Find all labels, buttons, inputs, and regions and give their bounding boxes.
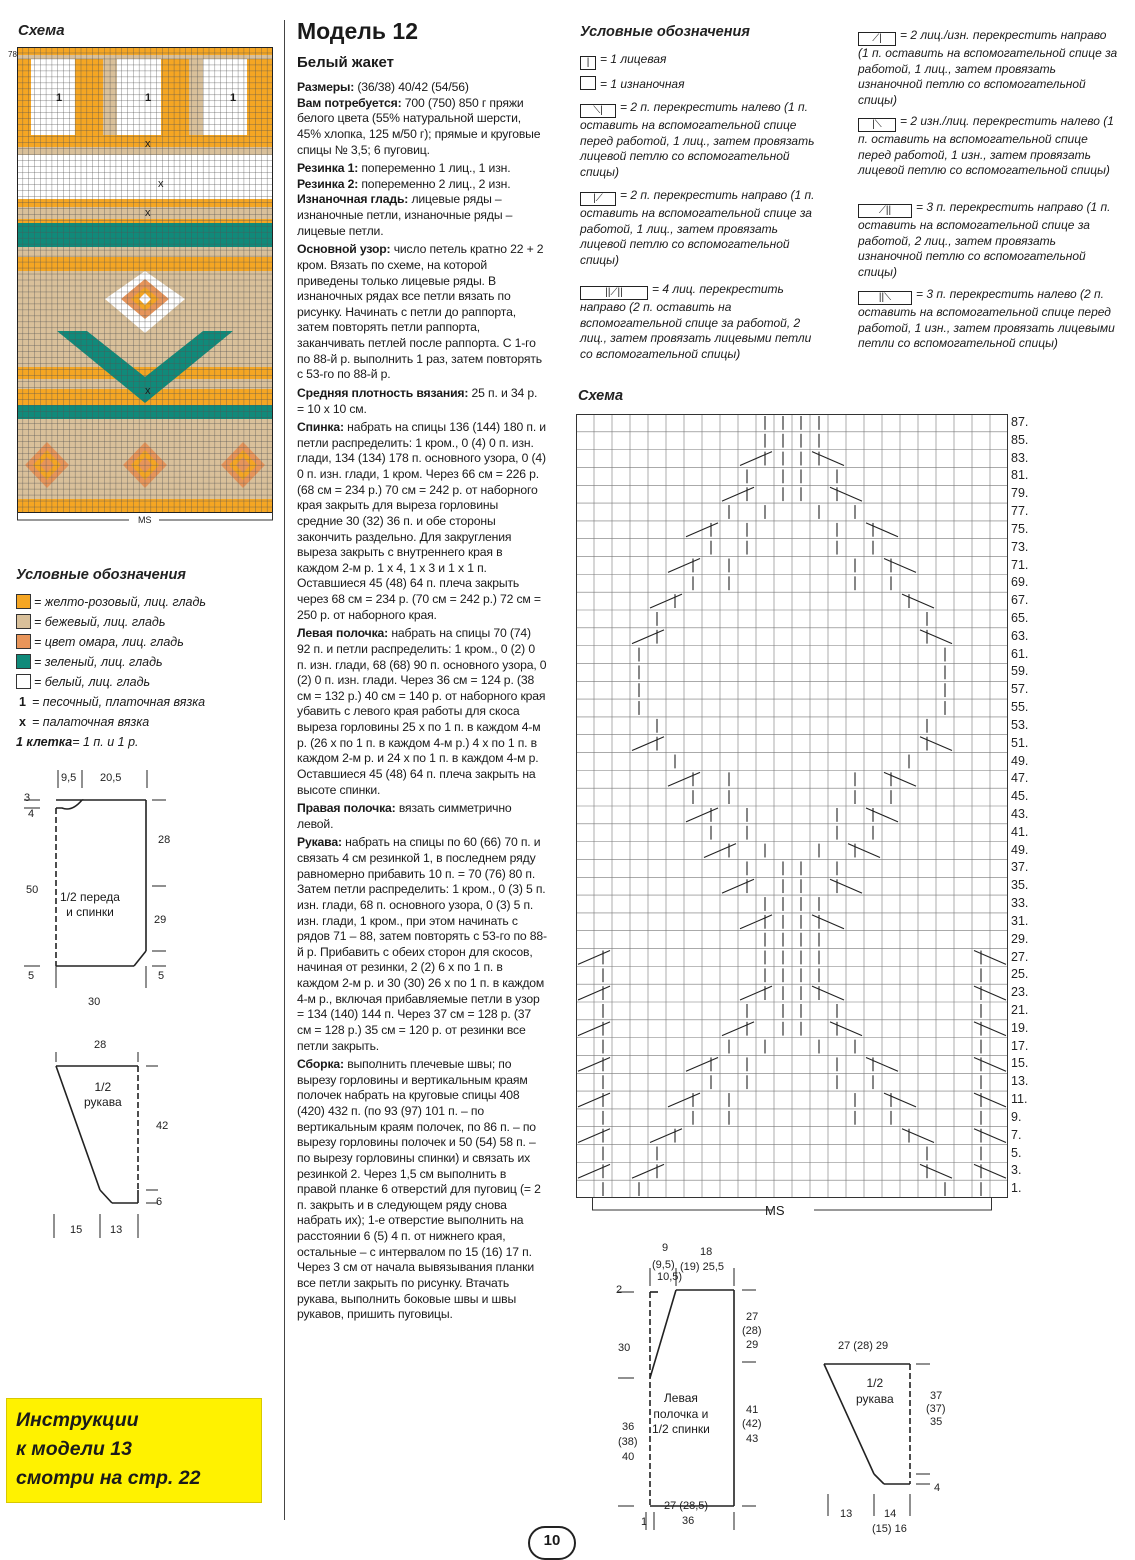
dim-label: 30 bbox=[88, 996, 101, 1008]
legend2-item bbox=[858, 114, 1118, 179]
color-swatch bbox=[16, 594, 31, 609]
legend-item bbox=[16, 652, 163, 671]
cable-row-number: 13. bbox=[1011, 1074, 1029, 1089]
dim-label: 41 bbox=[746, 1404, 759, 1416]
dim-label: 42 bbox=[156, 1120, 169, 1132]
para-label: Левая полочка: bbox=[297, 626, 389, 641]
chart-mark-x: x bbox=[145, 138, 151, 150]
cable-row-number: 51. bbox=[1011, 735, 1029, 750]
para-sizes bbox=[297, 80, 547, 158]
cable-row-number: 75. bbox=[1011, 521, 1029, 536]
legend-item-label: = белый, лиц. гладь bbox=[34, 674, 151, 689]
dim-label: 30 bbox=[618, 1342, 631, 1354]
legend-item-label: = бежевый, лиц. гладь bbox=[34, 614, 166, 629]
cable-row-number: 69. bbox=[1011, 575, 1029, 590]
dim-label: (28) bbox=[742, 1325, 762, 1337]
dim-label: (42) bbox=[742, 1418, 762, 1430]
chart-block bbox=[203, 59, 247, 135]
dim-label: 40 bbox=[622, 1451, 635, 1463]
dim-label: (37) bbox=[926, 1403, 946, 1415]
cable-row-number: 61. bbox=[1011, 646, 1029, 661]
para-label: Сборка: bbox=[297, 1057, 344, 1072]
dim-label: 9,5 bbox=[61, 772, 77, 784]
cable-row-number: 71. bbox=[1011, 557, 1029, 572]
dim-label: 14 bbox=[884, 1508, 897, 1520]
article-title: Модель 12 bbox=[297, 18, 419, 44]
legend-item bbox=[16, 692, 205, 711]
legend2-item bbox=[858, 28, 1118, 108]
dim-label: (9,5) bbox=[652, 1259, 675, 1271]
legend-item bbox=[16, 732, 139, 751]
cross-left-symbol-icon: ⟍| bbox=[580, 104, 616, 118]
para-assembly bbox=[297, 1057, 547, 1323]
legend2-label: = 1 изнаночная bbox=[600, 77, 685, 91]
para-label: Средняя плотность вязания: bbox=[297, 385, 469, 400]
chart-block bbox=[247, 59, 273, 135]
chart-mark-one: 1 bbox=[56, 92, 63, 104]
legend2-label: = 4 лиц. перекрестить направо (2 п. оставить на вспомогательной спице за работой, 2 лиц., затем провязать лицевыми петли со вспомогательной спицы) bbox=[580, 282, 812, 361]
cross-right-symbol-icon: |⟋ bbox=[580, 192, 616, 206]
para-reverse bbox=[297, 192, 547, 239]
cable-row-number: 35. bbox=[1011, 878, 1029, 893]
sleeve2-schematic-label: 1/2 рукава bbox=[856, 1376, 894, 1406]
dim-label: 2 bbox=[616, 1284, 623, 1296]
cross3-left-symbol-icon: ||⟍ bbox=[858, 291, 912, 305]
cable-row-number: 25. bbox=[1011, 967, 1029, 982]
para-text: вязать симметрично левой. bbox=[297, 801, 512, 831]
para-text: (36/38) 40/42 (54/56) bbox=[354, 80, 469, 94]
cable-row-number: 21. bbox=[1011, 1003, 1029, 1017]
legend-item-label: = желто-розовый, лиц. гладь bbox=[34, 594, 206, 609]
para-left bbox=[297, 626, 547, 798]
para-label: Основной узор: bbox=[297, 242, 391, 257]
legend-item bbox=[16, 592, 206, 611]
cable-row-number: 29. bbox=[1011, 931, 1029, 946]
legend2-label: = 2 лиц./изн. перекрестить направо (1 п. оставить на вспомогательной спице за работой, 1 лиц., затем провязать изнаночной петлю со вспомогательной спицы) bbox=[858, 28, 1118, 107]
legend-item-label: = зеленый, лиц. гладь bbox=[34, 654, 163, 669]
para-label: Правая полочка: bbox=[297, 801, 396, 816]
para-text: набрать на спицы 70 (74) 92 п. и петли распределить: 1 кром., 0 (2) 0 п. изн. глади, 68 (68) 90 п. основного узора, 0 (2) 0 п. изн. глади. Через 36 см = 124 р. (38 см = 132 р.) 40 см = 140 р. от наборного края убавить с левого края работы для скоса выреза горловины 25 х по 1 п. в каждом 4-м р. (26 х по 1 п. в каждом 4-м р.) 4 х по 1 п. в каждом 2-м р. и 24 х по 1 п. в каждом 4-м р. Оставшиеся 45 (48) 64 п. плеча закрыть на высоте спинки. bbox=[297, 626, 547, 797]
legend2-label: = 3 п. перекрестить налево (2 п. оставить на вспомогательной спице перед работой, 1 изн., затем провязать лицевыми петли со вспомогательной спицы) bbox=[858, 287, 1115, 350]
color-swatch bbox=[16, 634, 31, 649]
dim-label: 43 bbox=[746, 1433, 759, 1445]
dim-label: 36 bbox=[622, 1421, 635, 1433]
dim-label: (19) 25,5 bbox=[680, 1261, 725, 1273]
dim-label: 18 bbox=[700, 1246, 713, 1258]
para-text: выполнить плечевые швы; по вырезу горловины и вертикальным краям полочек набрать на круговые спицы 408 (420) 432 п. (по 93 (97) 101 п. – по вертикальным краям полочек, по 86 п. – по вырезу горловины полочек и 50 (54) 58 п. – по вырезу горловины спинки) и связать их резинкой 2. Через 1,5 см выполнить в правой планке 6 отверстий для пуговиц (= 2 п. закрыть и в следующем ряду снова набрать их); 1-е отверстие выполнить на расстоянии 6 (5) 4 п. от нижнего края, остальные – с интервалом по 15 (16) 17 п. Через 3 см от начала вывязывания планки все петли закрыть по рисунку. Втачать рукава, выполнить боковые швы и швы рукавов, пришить пуговицы. bbox=[297, 1057, 541, 1322]
cross-purl-knit-symbol-icon: |⟍ bbox=[858, 118, 896, 132]
dim-label: 13 bbox=[840, 1508, 853, 1520]
para-main bbox=[297, 242, 547, 383]
legend-item-label: = песочный, платочная вязка bbox=[32, 694, 206, 709]
cable-row-number: 59. bbox=[1011, 664, 1029, 679]
cable-row-number: 17. bbox=[1011, 1038, 1029, 1053]
para-text: лицевые ряды – изнаночные петли, изнаночные ряды – лицевые петли. bbox=[297, 192, 513, 238]
chart-block bbox=[31, 59, 75, 135]
para-text: число петель кратно 22 + 2 кром. Вязать по схеме, на которой приведены только лицевые ряды. В изнаночных рядах все петли вязать по рисунку. Начинать с петли до раппорта, затем повторять петли раппорта, заканчивать петлей после раппорта. С 1-го по 88-й р. выполнить 1 раз, затем повторять с 53-го по 88-й р. bbox=[297, 242, 544, 382]
page-number: 10 bbox=[528, 1526, 576, 1560]
legend-item bbox=[16, 672, 150, 691]
cable-row-number: 1. bbox=[1011, 1181, 1022, 1196]
para-label: Спинка: bbox=[297, 420, 344, 435]
dim-label: 3 bbox=[24, 792, 31, 804]
cable-row-number: 7. bbox=[1011, 1127, 1022, 1142]
para-right bbox=[297, 801, 547, 832]
legend2-item bbox=[580, 52, 840, 70]
front-schematic-label: Левая полочка и 1/2 спинки bbox=[652, 1391, 710, 1436]
dim-label: 6 bbox=[156, 1196, 163, 1208]
color-chart bbox=[17, 47, 273, 513]
sleeve2-schematic bbox=[820, 1346, 960, 1522]
dim-label: 5 bbox=[28, 970, 35, 982]
cable-row-number: 43. bbox=[1011, 807, 1029, 821]
cable-row-number: 37. bbox=[1011, 860, 1029, 875]
cable-row-number: 31. bbox=[1011, 913, 1029, 928]
cable-row-number: 79. bbox=[1011, 486, 1029, 501]
dim-label: 35 bbox=[930, 1416, 943, 1428]
legend-item bbox=[16, 712, 149, 731]
chart-mark-one: 1 bbox=[145, 92, 152, 104]
legend-symbol: 1 bbox=[19, 694, 26, 709]
cable-row-number: 63. bbox=[1011, 628, 1029, 643]
legend-item bbox=[16, 632, 184, 651]
dim-label: 15 bbox=[70, 1224, 83, 1236]
legend-cell-bold: 1 клетка bbox=[16, 734, 73, 749]
cable-row-number: 47. bbox=[1011, 771, 1029, 786]
cable-row-number: 27. bbox=[1011, 949, 1029, 964]
legend-symbol: x bbox=[19, 714, 26, 729]
cable-row-number: 49. bbox=[1011, 842, 1029, 857]
cable-chart-repeat-bracket bbox=[592, 1198, 992, 1216]
legend2-item bbox=[580, 188, 820, 268]
para-label: Рукава: bbox=[297, 835, 342, 850]
cable-row-number: 83. bbox=[1011, 450, 1029, 465]
para-text: 25 п. и 34 р. = 10 х 10 см. bbox=[297, 385, 538, 416]
sleeve-schematic bbox=[40, 1048, 180, 1248]
dim-label: 13 bbox=[110, 1224, 123, 1236]
article-subtitle: Белый жакет bbox=[297, 54, 395, 71]
legend2-label: = 3 п. перекрестить направо (1 п. оставить на вспомогательной спице за работой, 2 лиц., затем провязать изнаночной петлю со вспомогательной спицы) bbox=[858, 200, 1111, 279]
cable-row-number: 11. bbox=[1011, 1092, 1028, 1107]
cable-row-number: 45. bbox=[1011, 789, 1029, 804]
chart-mark-x: x bbox=[158, 178, 164, 190]
dim-label: 29 bbox=[154, 914, 167, 926]
dim-label: 36 bbox=[682, 1515, 695, 1527]
legend-item-label: = цвет омара, лиц. гладь bbox=[34, 634, 184, 649]
para-rib1 bbox=[297, 161, 547, 177]
cable-row-number: 81. bbox=[1011, 468, 1029, 483]
chart-mark-one: 1 bbox=[230, 92, 237, 104]
callout-text: Инструкции к модели 13 смотри на стр. 22 bbox=[16, 1409, 201, 1489]
para-sleeves bbox=[297, 835, 547, 1054]
dim-label: 28 bbox=[158, 834, 171, 846]
legend-title: Условные обозначения bbox=[16, 567, 186, 583]
dim-label: 28 bbox=[94, 1039, 107, 1051]
cable-row-number: 73. bbox=[1011, 539, 1029, 554]
color-swatch bbox=[16, 674, 31, 689]
dim-label: 27 bbox=[746, 1311, 759, 1323]
cable-row-number: 3. bbox=[1011, 1163, 1022, 1178]
legend-item-label: = палаточная вязка bbox=[32, 714, 150, 729]
cable-row-number: 15. bbox=[1011, 1056, 1029, 1071]
legend2-item bbox=[580, 76, 840, 93]
legend-cell-rest: = 1 п. и 1 р. bbox=[72, 734, 139, 749]
dim-label: 50 bbox=[26, 884, 39, 896]
para-text: попеременно 1 лиц., 1 изн. bbox=[358, 161, 511, 176]
para-text: набрать на спицы по 60 (66) 70 п. и связать 4 см резинкой 1, в последнем ряду равномерно прибавить 10 п. = 70 (76) 80 п. Затем петли распределить: 1 кром., 0 (3) 5 п. изн. глади, 68 п. основного узора, 0 (3) 5 п. изн. глади, 1 кром., при этом начинать с рядов 71 – 88, затем повторять с 53-го по 88-й р. Прибавить с обеих сторон для скосов, начиная от резинки, 2 (2) 6 х по 1 п. в каждом 2-м р. и 30 (30) 26 х по 1 п. в каждом 4-м р., включая прибавляемые петли в узор = 134 (140) 144 п. Через 37 см = 128 р. (37 см = 128 р.) 35 см = 120 р. от резинки все петли закрыть. bbox=[297, 835, 547, 1053]
dim-label: 29 bbox=[746, 1339, 759, 1351]
cable-row-number: 33. bbox=[1011, 896, 1029, 911]
para-text: набрать на спицы 136 (144) 180 п. и петли распределить: 1 кром., 0 (4) 0 п. изн. глади, 134 (134) 178 п. основного узора, 0 (4) 0 п. изн. глади, 1 кром. Через 66 см = 226 р. (68 см = 234 р.) 70 см = 242 р. от наборного края закрыть для выреза горловины средние 30 (32) 36 п. и обе стороны закончить раздельно. Для закругления выреза закрыть с внутреннего края в каждом 2-м р. 1 х 4, 1 х 3 и 1 х 1 п. Оставшиеся 45 (48) 64 п. плеча закрыть через 68 см = 234 р. (70 см = 242 р.) 72 см = 250 р. от наборного края. bbox=[297, 420, 546, 622]
dim-label: 37 bbox=[930, 1390, 943, 1402]
legend2-title: Условные обозначения bbox=[580, 24, 750, 40]
legend2-label: = 2 п. перекрестить налево (1 п. оставить на вспомогательной спице перед работой, 1 лиц., затем провязать лицевой петлю со вспомогательной спицы) bbox=[580, 100, 815, 179]
para-label: Резинка 1: bbox=[297, 161, 359, 176]
para-label: Размеры: bbox=[297, 80, 355, 94]
legend2-item bbox=[858, 287, 1118, 352]
purl-symbol-icon bbox=[580, 76, 596, 90]
cable-row-number: 53. bbox=[1011, 717, 1029, 732]
color-chart-repeat-label: MS bbox=[138, 515, 152, 525]
color-swatch bbox=[16, 654, 31, 669]
cable-row-number: 65. bbox=[1011, 611, 1029, 625]
legend2-item bbox=[580, 100, 820, 180]
cable-row-number: 85. bbox=[1011, 432, 1029, 447]
para-label: Резинка 2: bbox=[297, 176, 359, 191]
chart-mark-x: x bbox=[145, 385, 151, 397]
cable-row-number: 77. bbox=[1011, 504, 1029, 519]
legend2-item bbox=[580, 282, 820, 362]
cable-row-number: 87. bbox=[1011, 415, 1029, 429]
cable-chart-title: Схема bbox=[578, 388, 624, 404]
cable-row-number: 5. bbox=[1011, 1145, 1022, 1160]
para-back bbox=[297, 420, 547, 623]
cable-row-number: 23. bbox=[1011, 985, 1029, 1000]
cable-chart bbox=[576, 414, 1008, 1198]
dim-label: 1 bbox=[641, 1516, 648, 1528]
chart-block bbox=[161, 59, 189, 135]
dim-label: 27 (28,5) bbox=[664, 1500, 709, 1512]
cable-row-number: 9. bbox=[1011, 1109, 1022, 1124]
cable-row-number: 49. bbox=[1011, 753, 1029, 768]
knit-symbol-icon: | bbox=[580, 56, 596, 70]
chart-block bbox=[117, 59, 161, 135]
body-schematic-label: 1/2 переда и спинки bbox=[60, 890, 120, 919]
dim-label: 4 bbox=[934, 1482, 941, 1494]
dim-label: (15) 16 bbox=[872, 1523, 907, 1535]
dim-label: (38) bbox=[618, 1436, 638, 1448]
legend2-item bbox=[858, 200, 1118, 280]
para-rib2 bbox=[297, 177, 547, 193]
color-swatch bbox=[16, 614, 31, 629]
para-density bbox=[297, 386, 547, 417]
para-text: попеременно 2 лиц., 2 изн. bbox=[358, 176, 511, 191]
legend2-label: = 2 изн./лиц. перекрестить налево (1 п. оставить на вспомогательной спице перед работой, 1 изн., затем провязать лицевой петлю со вспомогательной спицы) bbox=[858, 114, 1114, 177]
body-schematic bbox=[20, 766, 190, 996]
sleeve-schematic-label: 1/2 рукава bbox=[84, 1080, 122, 1109]
dim-label: 9 bbox=[662, 1242, 669, 1254]
color-chart-title: Схема bbox=[18, 22, 65, 39]
color-chart-top-row-number: 78 bbox=[8, 50, 17, 59]
cross-knit-purl-symbol-icon: ⟋| bbox=[858, 32, 896, 46]
para-label: Изнаночная гладь: bbox=[297, 192, 409, 207]
cable-row-number: 55. bbox=[1011, 700, 1029, 715]
cable-row-number: 57. bbox=[1011, 682, 1029, 697]
dim-label: 4 bbox=[28, 808, 35, 820]
article-body bbox=[297, 80, 547, 1326]
dim-label: 5 bbox=[158, 970, 165, 982]
dim-label: 20,5 bbox=[100, 772, 122, 784]
chart-mark-x: x bbox=[145, 207, 151, 219]
cable-row-number: 67. bbox=[1011, 593, 1029, 608]
cable-row-number: 41. bbox=[1011, 824, 1029, 839]
dim-label: 27 (28) 29 bbox=[838, 1340, 889, 1352]
legend2-label: = 1 лицевая bbox=[600, 52, 667, 66]
cable-chart-repeat-label: MS bbox=[765, 1203, 785, 1218]
para-label: Вам потребуется: bbox=[297, 95, 402, 110]
legend2-label: = 2 п. перекрестить направо (1 п. оставить на вспомогательной спице за работой, 1 лиц., затем провязать лицевой петлю со вспомогательной спицы) bbox=[580, 188, 815, 267]
chart-block bbox=[17, 59, 31, 135]
dim-label: 10,5) bbox=[657, 1271, 683, 1283]
cross4-symbol-icon: ||⟋|| bbox=[580, 286, 648, 300]
cable-row-number: 19. bbox=[1011, 1020, 1029, 1035]
legend-item bbox=[16, 612, 165, 631]
para-text: 700 (750) 850 г пряжи белого цвета (55% натуральной шерсти, 45% хлопка, 125 м/50 г); прямые и круговые спицы № 3,5; 6 пуговиц. bbox=[297, 95, 541, 157]
cross3-right-symbol-icon: ⟋|| bbox=[858, 204, 912, 218]
chart-block bbox=[75, 59, 103, 135]
column-divider bbox=[284, 20, 285, 1520]
